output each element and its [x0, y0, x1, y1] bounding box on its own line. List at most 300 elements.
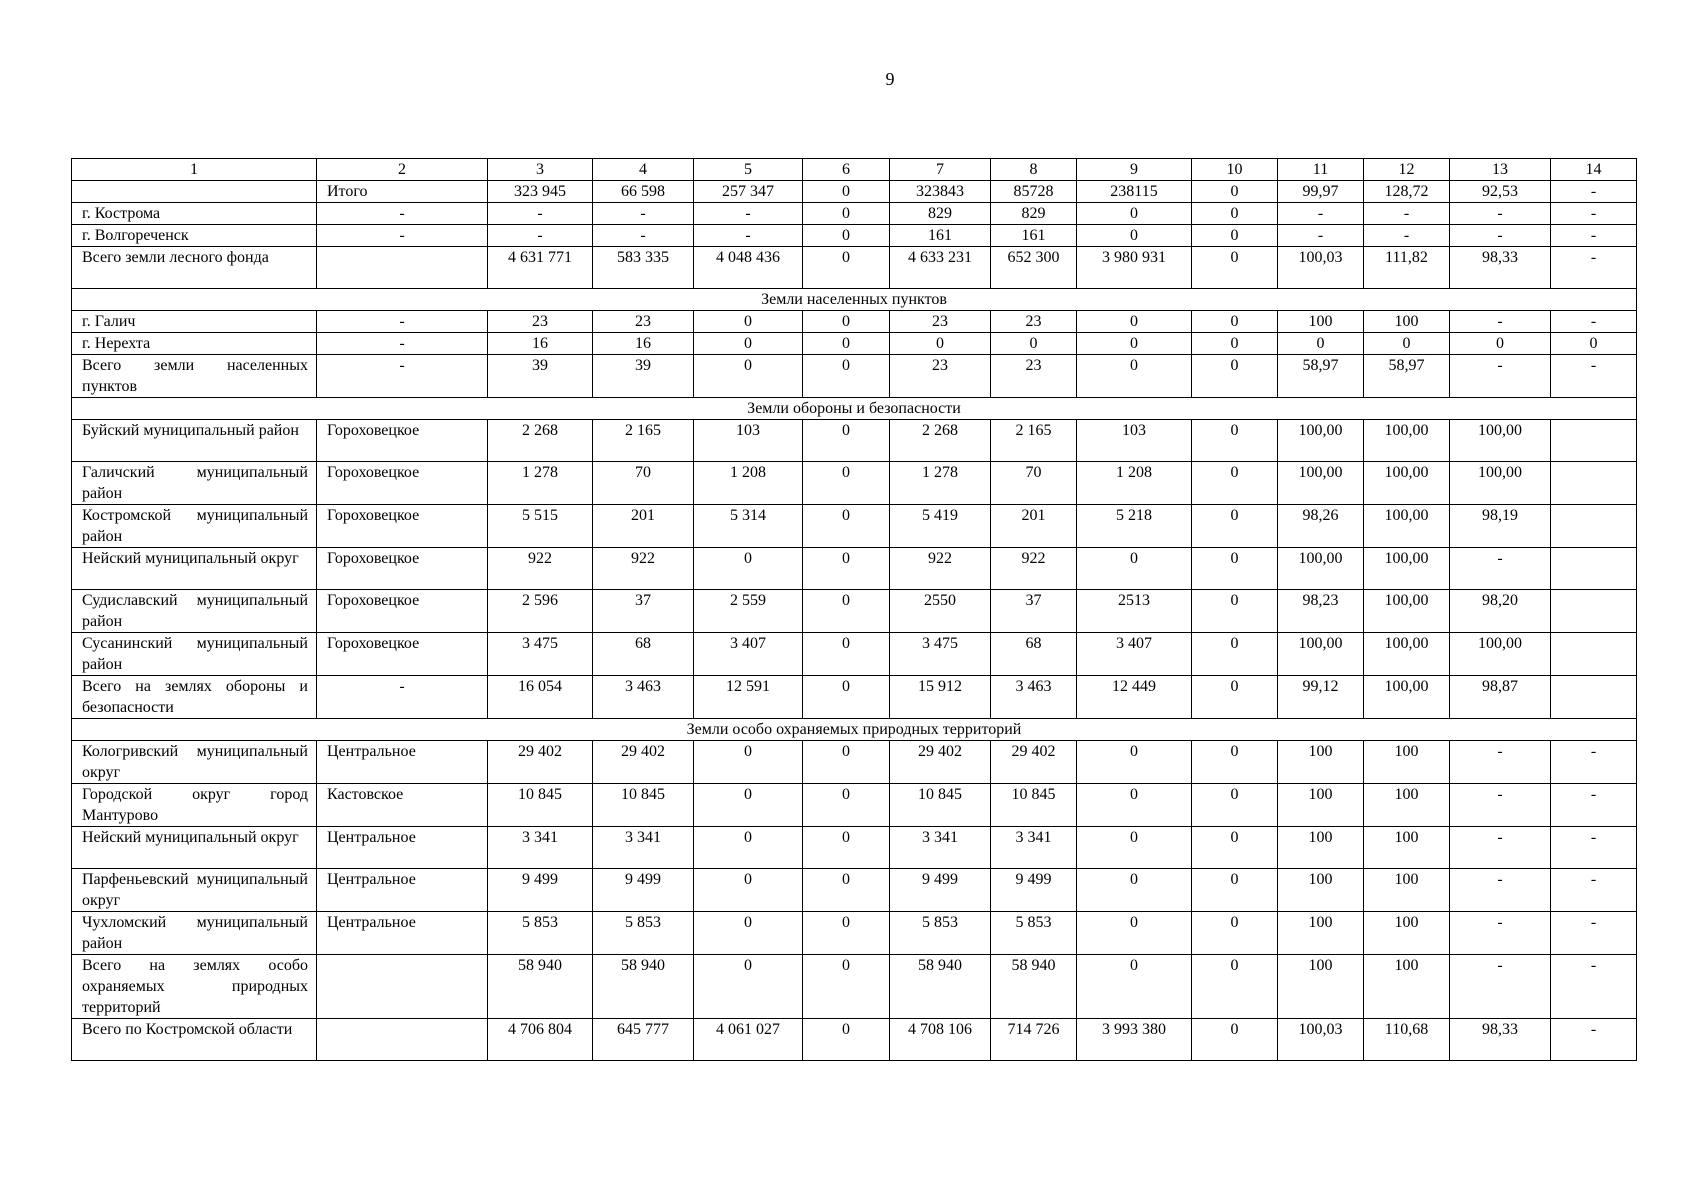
- value-cell: 323843: [890, 181, 991, 203]
- value-cell: 98,33: [1450, 1019, 1551, 1061]
- table-row: [72, 203, 1637, 225]
- value-cell: 15 912: [890, 676, 991, 719]
- table-row: [72, 181, 1637, 203]
- territory-name-cell: Чухломский муниципальный район: [72, 912, 317, 955]
- value-cell: 0: [803, 505, 890, 548]
- value-cell: 100,00: [1278, 548, 1364, 590]
- column-number-cell: 11: [1278, 159, 1364, 181]
- value-cell: 0: [1192, 203, 1278, 225]
- value-cell: 0: [1192, 311, 1278, 333]
- value-cell: 58 940: [593, 955, 694, 1019]
- value-cell: 0: [1077, 203, 1192, 225]
- value-cell: -: [1551, 247, 1637, 289]
- value-cell: 0: [1192, 784, 1278, 827]
- table-row: [72, 311, 1637, 333]
- column-number-cell: 1: [72, 159, 317, 181]
- value-cell: 652 300: [991, 247, 1077, 289]
- forestry-cell: [317, 247, 488, 289]
- value-cell: -: [317, 203, 488, 225]
- value-cell: 829: [890, 203, 991, 225]
- column-number-cell: 9: [1077, 159, 1192, 181]
- value-cell: [1551, 633, 1637, 676]
- value-cell: 100,00: [1364, 676, 1450, 719]
- value-cell: [1551, 462, 1637, 505]
- table-row: [72, 333, 1637, 355]
- value-cell: -: [1450, 912, 1551, 955]
- value-cell: 0: [1192, 247, 1278, 289]
- value-cell: 92,53: [1450, 181, 1551, 203]
- territory-name-cell: Парфеньевский муниципальный округ: [72, 869, 317, 912]
- value-cell: 0: [803, 462, 890, 505]
- value-cell: -: [1551, 869, 1637, 912]
- value-cell: 2 165: [991, 420, 1077, 462]
- value-cell: 2513: [1077, 590, 1192, 633]
- value-cell: -: [694, 203, 803, 225]
- value-cell: 0: [1192, 827, 1278, 869]
- territory-name-cell: Всего по Костромской области: [72, 1019, 317, 1061]
- value-cell: 201: [593, 505, 694, 548]
- value-cell: 10 845: [890, 784, 991, 827]
- value-cell: -: [1551, 1019, 1637, 1061]
- table-row: [72, 912, 1637, 955]
- value-cell: 3 463: [991, 676, 1077, 719]
- table-row: [72, 827, 1637, 869]
- value-cell: 714 726: [991, 1019, 1077, 1061]
- section-header-row: [72, 398, 1637, 420]
- value-cell: 10 845: [593, 784, 694, 827]
- value-cell: 0: [803, 869, 890, 912]
- value-cell: 5 218: [1077, 505, 1192, 548]
- value-cell: [1551, 548, 1637, 590]
- value-cell: 68: [593, 633, 694, 676]
- value-cell: 0: [1077, 355, 1192, 398]
- value-cell: 100,00: [1450, 633, 1551, 676]
- value-cell: 98,26: [1278, 505, 1364, 548]
- value-cell: 3 475: [488, 633, 593, 676]
- value-cell: 29 402: [991, 741, 1077, 784]
- value-cell: 98,87: [1450, 676, 1551, 719]
- territory-name-cell: г. Волгореченск: [72, 225, 317, 247]
- table-row: [72, 225, 1637, 247]
- value-cell: 4 061 027: [694, 1019, 803, 1061]
- value-cell: 85728: [991, 181, 1077, 203]
- value-cell: 100,03: [1278, 247, 1364, 289]
- value-cell: 5 853: [593, 912, 694, 955]
- value-cell: 16: [593, 333, 694, 355]
- value-cell: 0: [803, 590, 890, 633]
- value-cell: 0: [1192, 548, 1278, 590]
- value-cell: 29 402: [488, 741, 593, 784]
- value-cell: 0: [803, 333, 890, 355]
- value-cell: -: [1450, 869, 1551, 912]
- value-cell: 0: [694, 355, 803, 398]
- value-cell: 9 499: [488, 869, 593, 912]
- value-cell: 100: [1278, 912, 1364, 955]
- value-cell: 39: [593, 355, 694, 398]
- value-cell: -: [317, 225, 488, 247]
- value-cell: 100: [1364, 784, 1450, 827]
- territory-name-cell: Всего земли населенных пунктов: [72, 355, 317, 398]
- value-cell: 12 591: [694, 676, 803, 719]
- value-cell: 23: [991, 311, 1077, 333]
- forestry-cell: Кастовское: [317, 784, 488, 827]
- value-cell: 0: [803, 548, 890, 590]
- table-row: [72, 784, 1637, 827]
- value-cell: 99,97: [1278, 181, 1364, 203]
- value-cell: 99,12: [1278, 676, 1364, 719]
- value-cell: 3 407: [694, 633, 803, 676]
- value-cell: 0: [1192, 869, 1278, 912]
- territory-name-cell: г. Нерехта: [72, 333, 317, 355]
- column-number-cell: 14: [1551, 159, 1637, 181]
- value-cell: -: [1551, 827, 1637, 869]
- value-cell: 1 278: [890, 462, 991, 505]
- value-cell: 12 449: [1077, 676, 1192, 719]
- table-row: [72, 505, 1637, 548]
- value-cell: 0: [803, 181, 890, 203]
- value-cell: 98,19: [1450, 505, 1551, 548]
- value-cell: 0: [1077, 311, 1192, 333]
- column-number-cell: 5: [694, 159, 803, 181]
- value-cell: 29 402: [593, 741, 694, 784]
- territory-name-cell: г. Кострома: [72, 203, 317, 225]
- value-cell: 0: [1192, 225, 1278, 247]
- value-cell: 0: [803, 355, 890, 398]
- value-cell: 5 853: [488, 912, 593, 955]
- value-cell: 0: [1077, 869, 1192, 912]
- value-cell: 100: [1364, 827, 1450, 869]
- value-cell: 16: [488, 333, 593, 355]
- territory-name-cell: Судиславский муниципальный район: [72, 590, 317, 633]
- value-cell: 70: [991, 462, 1077, 505]
- value-cell: 583 335: [593, 247, 694, 289]
- value-cell: 5 314: [694, 505, 803, 548]
- value-cell: -: [1551, 203, 1637, 225]
- value-cell: -: [1450, 955, 1551, 1019]
- value-cell: -: [1450, 203, 1551, 225]
- value-cell: -: [593, 225, 694, 247]
- territory-name-cell: Городской округ город Мантурово: [72, 784, 317, 827]
- value-cell: -: [1278, 203, 1364, 225]
- value-cell: 3 463: [593, 676, 694, 719]
- value-cell: 98,33: [1450, 247, 1551, 289]
- value-cell: 100,00: [1278, 420, 1364, 462]
- value-cell: 58 940: [488, 955, 593, 1019]
- value-cell: 0: [1192, 676, 1278, 719]
- value-cell: 23: [593, 311, 694, 333]
- value-cell: 100: [1278, 955, 1364, 1019]
- value-cell: 3 475: [890, 633, 991, 676]
- value-cell: 0: [803, 676, 890, 719]
- value-cell: 100,00: [1450, 420, 1551, 462]
- value-cell: 3 341: [593, 827, 694, 869]
- value-cell: 4 633 231: [890, 247, 991, 289]
- value-cell: -: [317, 676, 488, 719]
- value-cell: -: [317, 355, 488, 398]
- value-cell: -: [1450, 225, 1551, 247]
- value-cell: 111,82: [1364, 247, 1450, 289]
- value-cell: 829: [991, 203, 1077, 225]
- territory-name-cell: Галичский муниципальный район: [72, 462, 317, 505]
- value-cell: 2 268: [890, 420, 991, 462]
- section-header-row: [72, 719, 1637, 741]
- value-cell: 4 631 771: [488, 247, 593, 289]
- forestry-cell: [317, 955, 488, 1019]
- forestry-cell: [317, 1019, 488, 1061]
- value-cell: 23: [890, 355, 991, 398]
- value-cell: 9 499: [991, 869, 1077, 912]
- value-cell: 9 499: [890, 869, 991, 912]
- value-cell: 0: [694, 311, 803, 333]
- value-cell: 2 559: [694, 590, 803, 633]
- value-cell: [1551, 420, 1637, 462]
- value-cell: 4 706 804: [488, 1019, 593, 1061]
- value-cell: -: [1551, 784, 1637, 827]
- value-cell: 0: [694, 548, 803, 590]
- value-cell: -: [1450, 548, 1551, 590]
- value-cell: 0: [1278, 333, 1364, 355]
- value-cell: 0: [1077, 955, 1192, 1019]
- value-cell: 5 853: [890, 912, 991, 955]
- section-title: Земли обороны и безопасности: [72, 398, 1637, 420]
- value-cell: 161: [991, 225, 1077, 247]
- table-row: [72, 955, 1637, 1019]
- table-row: [72, 633, 1637, 676]
- table-row: [72, 1019, 1637, 1061]
- forestry-cell: Центральное: [317, 741, 488, 784]
- value-cell: 100: [1278, 784, 1364, 827]
- value-cell: 3 341: [991, 827, 1077, 869]
- value-cell: 37: [991, 590, 1077, 633]
- value-cell: 103: [694, 420, 803, 462]
- value-cell: 58,97: [1278, 355, 1364, 398]
- section-title: Земли особо охраняемых природных территорий: [72, 719, 1637, 741]
- territory-name-cell: [72, 181, 317, 203]
- value-cell: 128,72: [1364, 181, 1450, 203]
- value-cell: 100,00: [1364, 462, 1450, 505]
- value-cell: 0: [694, 333, 803, 355]
- table-row: [72, 462, 1637, 505]
- value-cell: -: [1551, 181, 1637, 203]
- value-cell: 37: [593, 590, 694, 633]
- value-cell: 100: [1364, 869, 1450, 912]
- value-cell: -: [1450, 784, 1551, 827]
- value-cell: -: [1551, 355, 1637, 398]
- value-cell: -: [1364, 203, 1450, 225]
- column-number-cell: 10: [1192, 159, 1278, 181]
- value-cell: 0: [803, 420, 890, 462]
- value-cell: -: [593, 203, 694, 225]
- value-cell: 0: [803, 1019, 890, 1061]
- value-cell: 201: [991, 505, 1077, 548]
- value-cell: 100: [1364, 311, 1450, 333]
- value-cell: 0: [1192, 333, 1278, 355]
- value-cell: 0: [890, 333, 991, 355]
- value-cell: 23: [890, 311, 991, 333]
- value-cell: -: [1551, 912, 1637, 955]
- territory-name-cell: г. Галич: [72, 311, 317, 333]
- column-number-cell: 2: [317, 159, 488, 181]
- value-cell: 0: [1192, 1019, 1278, 1061]
- value-cell: 100,03: [1278, 1019, 1364, 1061]
- territory-name-cell: Буйский муниципальный район: [72, 420, 317, 462]
- value-cell: 100: [1278, 311, 1364, 333]
- value-cell: 10 845: [488, 784, 593, 827]
- value-cell: 0: [1192, 181, 1278, 203]
- column-number-cell: 4: [593, 159, 694, 181]
- value-cell: 98,23: [1278, 590, 1364, 633]
- value-cell: 4 708 106: [890, 1019, 991, 1061]
- value-cell: 5 419: [890, 505, 991, 548]
- value-cell: 68: [991, 633, 1077, 676]
- value-cell: -: [1551, 741, 1637, 784]
- value-cell: 257 347: [694, 181, 803, 203]
- value-cell: 0: [803, 225, 890, 247]
- territory-name-cell: Всего на землях особо охраняемых природных территорий: [72, 955, 317, 1019]
- forestry-cell: Гороховецкое: [317, 590, 488, 633]
- page-number: 9: [885, 69, 895, 89]
- value-cell: 922: [890, 548, 991, 590]
- value-cell: 100,00: [1364, 420, 1450, 462]
- value-cell: 0: [1192, 462, 1278, 505]
- value-cell: 0: [803, 203, 890, 225]
- value-cell: 100,00: [1278, 462, 1364, 505]
- value-cell: 0: [694, 955, 803, 1019]
- value-cell: 100,00: [1364, 590, 1450, 633]
- value-cell: 3 341: [890, 827, 991, 869]
- value-cell: 100: [1364, 912, 1450, 955]
- value-cell: 0: [1192, 355, 1278, 398]
- value-cell: 0: [1192, 633, 1278, 676]
- forestry-cell: Гороховецкое: [317, 505, 488, 548]
- table-row: [72, 247, 1637, 289]
- value-cell: 0: [1077, 741, 1192, 784]
- value-cell: -: [1551, 225, 1637, 247]
- value-cell: 0: [803, 784, 890, 827]
- value-cell: -: [1450, 741, 1551, 784]
- forestry-cell: Гороховецкое: [317, 548, 488, 590]
- territory-name-cell: Всего на землях обороны и безопасности: [72, 676, 317, 719]
- value-cell: 3 341: [488, 827, 593, 869]
- value-cell: 238115: [1077, 181, 1192, 203]
- value-cell: 0: [1192, 912, 1278, 955]
- value-cell: 66 598: [593, 181, 694, 203]
- territory-name-cell: Нейский муниципальный округ: [72, 827, 317, 869]
- value-cell: 645 777: [593, 1019, 694, 1061]
- territory-name-cell: Нейский муниципальный округ: [72, 548, 317, 590]
- value-cell: 100,00: [1278, 633, 1364, 676]
- value-cell: 0: [1077, 548, 1192, 590]
- value-cell: 3 980 931: [1077, 247, 1192, 289]
- value-cell: 5 853: [991, 912, 1077, 955]
- table-row: [72, 548, 1637, 590]
- value-cell: 922: [488, 548, 593, 590]
- value-cell: 0: [1077, 225, 1192, 247]
- value-cell: 23: [488, 311, 593, 333]
- value-cell: 0: [803, 247, 890, 289]
- value-cell: 110,68: [1364, 1019, 1450, 1061]
- value-cell: -: [1450, 827, 1551, 869]
- value-cell: -: [317, 333, 488, 355]
- value-cell: 4 048 436: [694, 247, 803, 289]
- value-cell: 39: [488, 355, 593, 398]
- value-cell: -: [1551, 311, 1637, 333]
- value-cell: 0: [803, 955, 890, 1019]
- value-cell: 0: [1192, 590, 1278, 633]
- value-cell: -: [488, 203, 593, 225]
- value-cell: 100,00: [1364, 505, 1450, 548]
- column-number-cell: 3: [488, 159, 593, 181]
- value-cell: 0: [1364, 333, 1450, 355]
- forestry-cell: Гороховецкое: [317, 420, 488, 462]
- value-cell: 100,00: [1450, 462, 1551, 505]
- value-cell: 100: [1364, 741, 1450, 784]
- value-cell: 23: [991, 355, 1077, 398]
- value-cell: [1551, 505, 1637, 548]
- value-cell: 1 278: [488, 462, 593, 505]
- value-cell: 0: [803, 741, 890, 784]
- land-data-table: [71, 158, 1637, 1061]
- forestry-cell: Гороховецкое: [317, 633, 488, 676]
- value-cell: 2550: [890, 590, 991, 633]
- value-cell: 0: [803, 311, 890, 333]
- forestry-cell: Гороховецкое: [317, 462, 488, 505]
- column-number-cell: 6: [803, 159, 890, 181]
- value-cell: 58 940: [991, 955, 1077, 1019]
- value-cell: 323 945: [488, 181, 593, 203]
- table-row: [72, 355, 1637, 398]
- value-cell: -: [1364, 225, 1450, 247]
- value-cell: 100: [1278, 827, 1364, 869]
- value-cell: 922: [991, 548, 1077, 590]
- value-cell: 100: [1364, 955, 1450, 1019]
- table-row: [72, 676, 1637, 719]
- value-cell: 161: [890, 225, 991, 247]
- value-cell: 100: [1278, 741, 1364, 784]
- column-number-cell: 12: [1364, 159, 1450, 181]
- forestry-cell: Центральное: [317, 827, 488, 869]
- value-cell: 922: [593, 548, 694, 590]
- value-cell: 0: [694, 827, 803, 869]
- value-cell: [1551, 590, 1637, 633]
- value-cell: 0: [1192, 420, 1278, 462]
- value-cell: 10 845: [991, 784, 1077, 827]
- table-row: [72, 869, 1637, 912]
- value-cell: 0: [1077, 784, 1192, 827]
- value-cell: 2 596: [488, 590, 593, 633]
- value-cell: -: [1450, 355, 1551, 398]
- value-cell: -: [1551, 955, 1637, 1019]
- column-number-cell: 13: [1450, 159, 1551, 181]
- value-cell: 0: [1192, 955, 1278, 1019]
- value-cell: 0: [1192, 741, 1278, 784]
- territory-name-cell: Кологривский муниципальный округ: [72, 741, 317, 784]
- value-cell: 0: [1551, 333, 1637, 355]
- value-cell: 0: [1077, 827, 1192, 869]
- table-row: [72, 741, 1637, 784]
- value-cell: 1 208: [1077, 462, 1192, 505]
- table-row: [72, 420, 1637, 462]
- forestry-cell: Центральное: [317, 869, 488, 912]
- value-cell: -: [1278, 225, 1364, 247]
- territory-name-cell: Костромской муниципальный район: [72, 505, 317, 548]
- value-cell: -: [317, 311, 488, 333]
- territory-name-cell: Сусанинский муниципальный район: [72, 633, 317, 676]
- value-cell: 1 208: [694, 462, 803, 505]
- value-cell: 0: [1077, 912, 1192, 955]
- value-cell: 9 499: [593, 869, 694, 912]
- value-cell: 100,00: [1364, 633, 1450, 676]
